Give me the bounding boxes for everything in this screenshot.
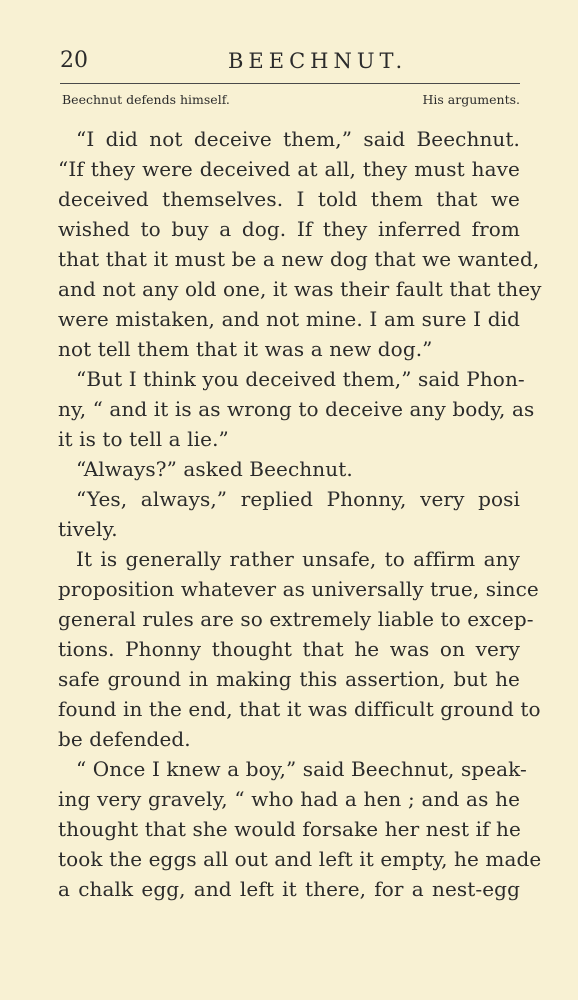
text-line: it is to tell a lie.” <box>58 427 229 451</box>
text-line: found in the end, that it was difficult ground to <box>58 697 541 721</box>
text-line: wished to buy a dog. If they inferred from <box>58 217 520 241</box>
text-line: “But I think you deceived them,” said Phon- <box>76 367 525 391</box>
text-line: ing very gravely, “ who had a hen ; and as he <box>58 787 520 811</box>
sidenote-right: His arguments. <box>422 92 520 107</box>
text-line: “If they were deceived at all, they must have <box>58 157 520 181</box>
page-number: 20 <box>60 48 88 73</box>
text-line: took the eggs all out and left it empty, he made <box>58 847 542 871</box>
text-line: “I did not deceive them,” said Beechnut. <box>76 127 520 151</box>
text-line: It is generally rather unsafe, to affirm any <box>76 547 520 571</box>
text-line: safe ground in making this assertion, but he <box>58 667 520 691</box>
text-line: were mistaken, and not mine. I am sure I did <box>58 307 520 331</box>
text-line: and not any old one, it was their fault that they <box>58 277 542 301</box>
text-line: that that it must be a new dog that we wanted, <box>58 247 540 271</box>
running-title: BEECHNUT. <box>228 49 408 73</box>
text-line: “Always?” asked Beechnut. <box>76 457 353 481</box>
text-line: deceived themselves. I told them that we <box>58 187 520 211</box>
text-line: ny, “ and it is as wrong to deceive any body, as <box>58 397 535 421</box>
text-line: general rules are so extremely liable to excep- <box>58 607 534 631</box>
text-line: “Yes, always,” replied Phonny, very posi <box>76 487 520 511</box>
body-text <box>58 124 542 904</box>
sidenote-left: Beechnut defends himself. <box>62 92 230 107</box>
text-line: not tell them that it was a new dog.” <box>58 337 433 361</box>
text-line: thought that she would forsake her nest if he <box>58 817 521 841</box>
text-line: proposition whatever as universally true, since <box>58 577 539 601</box>
marginal-notes <box>60 92 520 110</box>
text-line: tions. Phonny thought that he was on very <box>58 637 520 661</box>
header-rule <box>60 83 520 84</box>
text-line: “ Once I knew a boy,” said Beechnut, speak- <box>76 757 527 781</box>
page-header <box>60 46 520 80</box>
text-line: a chalk egg, and left it there, for a nest-egg <box>58 877 520 901</box>
text-line: be defended. <box>58 727 191 751</box>
text-line: tively. <box>58 517 118 541</box>
